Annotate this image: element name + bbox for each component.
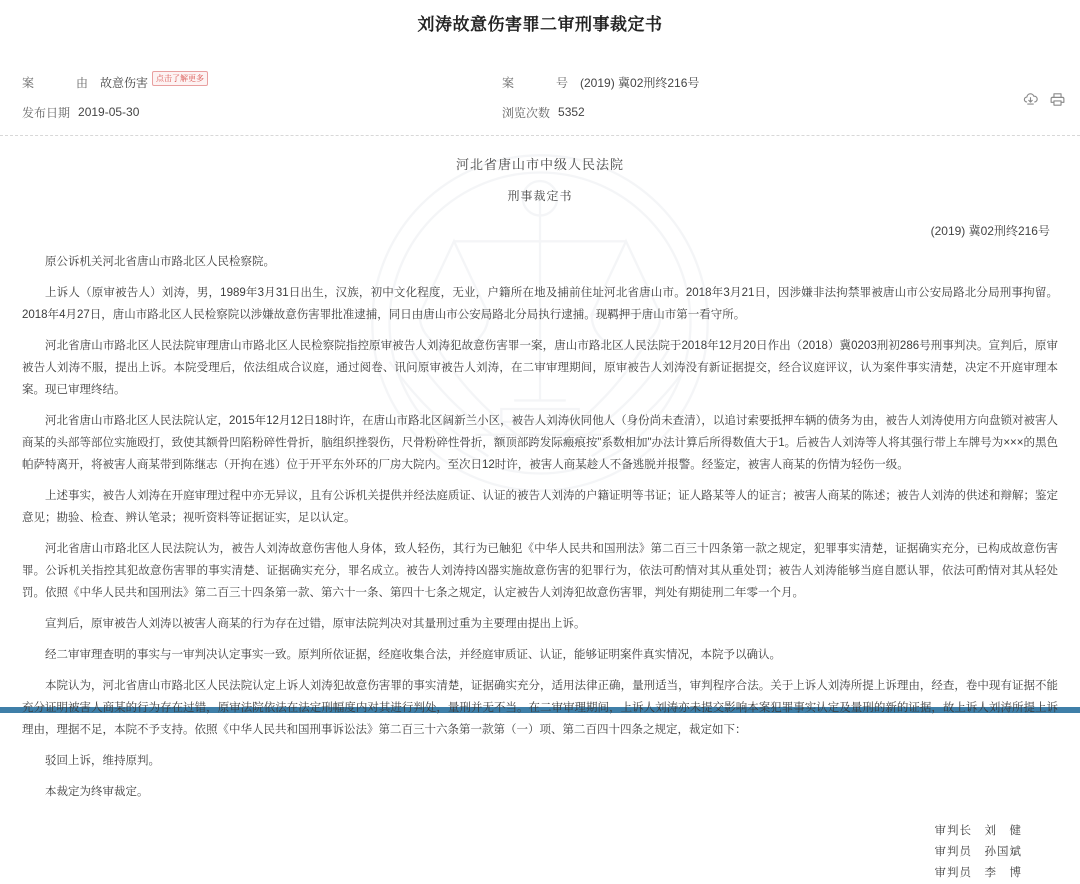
judgment-paragraph: 原公诉机关河北省唐山市路北区人民检察院。 [45, 256, 275, 268]
page-title: 刘涛故意伤害罪二审刑事裁定书 [417, 15, 663, 34]
judgment-paragraph: 河北省唐山市路北区人民法院认定，2015年12月12日18时许，在唐山市路北区阔新兰小区，被告人刘涛伙同他人（身份尚未查清），以追讨索要抵押车辆的债务为由，被告人刘涛使用方向盘锁对被害人商某的头部等部位实施殴打，致使其额骨凹陷粉碎性骨折，脑组织挫裂伤，尺骨粉碎性骨折，额顶部跨发际瘢痕按"系数相加"办法计算后所得数值大于1。后被告人刘涛等人将其强行带上车牌号为×××的黑色帕萨特离开，将被害人商某带到陈继志（开拘在逃）位于开平东外环的厂房大院内。至次日12时许，被害人商某趁人不备逃脱并报警。经鉴定，被害人商某的伤情为轻伤一级。 [22, 415, 1058, 471]
judgment-paragraph: 本院认为，河北省唐山市路北区人民法院认定上诉人刘涛犯故意伤害罪的事实清楚，证据确实充分，适用法律正确，量刑适当，审判程序合法。关于上诉人刘涛所提上诉理由，经查，卷中现有证据不能充分证明被害人商某的行为存在过错，原审法院依法在法定刑幅度内对其进行判处，量刑并无不当。在二审审理期间，上诉人刘涛亦未提交影响本案犯罪事实认定及量刑的新的证据，故上诉人刘涛所提上诉理由，理据不足，本院不予支持。依照《中华人民共和国刑事诉讼法》第二百三十六条第一款第（一）项、第二百四十四条之规定，裁定如下： [22, 680, 1058, 736]
signature-line [22, 821, 1022, 842]
document-case-number: (2019) 冀02刑终216号 [930, 224, 1050, 238]
meta-views-label: 浏览次数 [502, 105, 551, 120]
meta-case-no-value: (2019) 冀02刑终216号 [580, 75, 700, 90]
signature-line [22, 863, 1022, 884]
signature-name: 刘 健 [972, 825, 1022, 837]
meta-views [502, 104, 982, 121]
document-kind: 刑事裁定书 [507, 189, 573, 203]
meta-case-no-label: 案 号 [502, 75, 575, 90]
document-meta [0, 71, 1080, 136]
signature-role: 审判员 [934, 867, 972, 879]
judgment-paragraph: 宣判后，原审被告人刘涛以被害人商某的行为存在过错，原审法院判决对其量刑过重为主要理由提出上诉。 [45, 618, 586, 630]
judgment-paragraph: 河北省唐山市路北区人民法院审理唐山市路北区人民检察院指控原审被告人刘涛犯故意伤害罪一案，唐山市路北区人民法院于2018年12月20日作出（2018）冀0203刑初286号刑事判决。宣判后，原审被告人刘涛不服，提出上诉。本院受理后，依法组成合议庭，通过阅卷、讯问原审被告人刘涛，在二审审理期间，原审被告人刘涛没有新证据提交，经合议庭评议，认为案件事实清楚，决定不开庭审理本案。现已审理终结。 [22, 340, 1058, 396]
printer-icon[interactable] [1049, 91, 1066, 108]
meta-row-primary [22, 71, 1066, 93]
signature-line [22, 842, 1022, 863]
learn-more-badge[interactable]: 点击了解更多 [152, 71, 208, 86]
signature-name: 李 博 [972, 867, 1022, 879]
judgment-paragraph: 河北省唐山市路北区人民法院认为，被告人刘涛故意伤害他人身体，致人轻伤，其行为已触犯《中华人民共和国刑法》第二百三十四条第一款之规定，犯罪事实清楚，证据确实充分，已构成故意伤害罪。公诉机关指控其犯故意伤害罪的事实清楚、证据确实充分，罪名成立。被告人刘涛持凶器实施故意伤害的犯罪行为，依法可酌情对其从重处罚；被告人刘涛能够当庭自愿认罪，依法可酌情对其从轻处罚。依照《中华人民共和国刑法》第二百三十四条第一款、第六十一条、第四十七条之规定，认定被告人刘涛犯故意伤害罪，判处有期徒刑二年零一个月。 [22, 543, 1058, 599]
court-name: 河北省唐山市中级人民法院 [455, 157, 624, 172]
cloud-download-icon[interactable] [1022, 91, 1039, 108]
meta-row-secondary [22, 101, 1066, 123]
judgment-paragraph: 上诉人（原审被告人）刘涛，男，1989年3月31日出生，汉族，初中文化程度，无业，户籍所在地及捕前住址河北省唐山市。2018年3月21日，因涉嫌非法拘禁罪被唐山市公安局路北分局刑事拘留。2018年4月27日，唐山市路北区人民检察院以涉嫌故意伤害罪批准逮捕，同日由唐山市公安局路北分局执行逮捕。现羁押于唐山市第一看守所。 [22, 287, 1058, 321]
meta-publish-date [22, 104, 502, 121]
judgment-paragraph: 上述事实，被告人刘涛在开庭审理过程中亦无异议，且有公诉机关提供并经法庭质证、认证的被告人刘涛的户籍证明等书证；证人路某等人的证言；被害人商某的陈述；被告人刘涛的供述和辩解；鉴定意见；勘验、检查、辨认笔录；视听资料等证据证实，足以认定。 [22, 490, 1058, 524]
signature-block [22, 821, 1058, 884]
meta-cause-value: 故意伤害 [100, 75, 149, 90]
meta-cause [22, 74, 502, 91]
meta-views-value: 5352 [558, 105, 585, 119]
judgment-paragraph: 本裁定为终审裁定。 [45, 786, 149, 798]
judgment-paragraph: 驳回上诉，维持原判。 [45, 755, 160, 767]
document-body [0, 154, 1080, 884]
document-actions [1022, 91, 1066, 108]
judgment-paragraphs [22, 251, 1058, 803]
meta-publish-value: 2019-05-30 [78, 105, 140, 119]
signature-role: 审判长 [934, 825, 972, 837]
judgment-paragraph: 经二审审理查明的事实与一审判决认定事实一致。原判所依证据，经庭收集合法，并经庭审质证、认证，能够证明案件真实情况，本院予以确认。 [45, 649, 781, 661]
meta-cause-label: 案 由 [22, 75, 95, 90]
meta-case-no [502, 74, 982, 91]
signature-name: 孙国斌 [972, 846, 1022, 858]
signature-role: 审判员 [934, 846, 972, 858]
meta-publish-label: 发布日期 [22, 105, 71, 120]
